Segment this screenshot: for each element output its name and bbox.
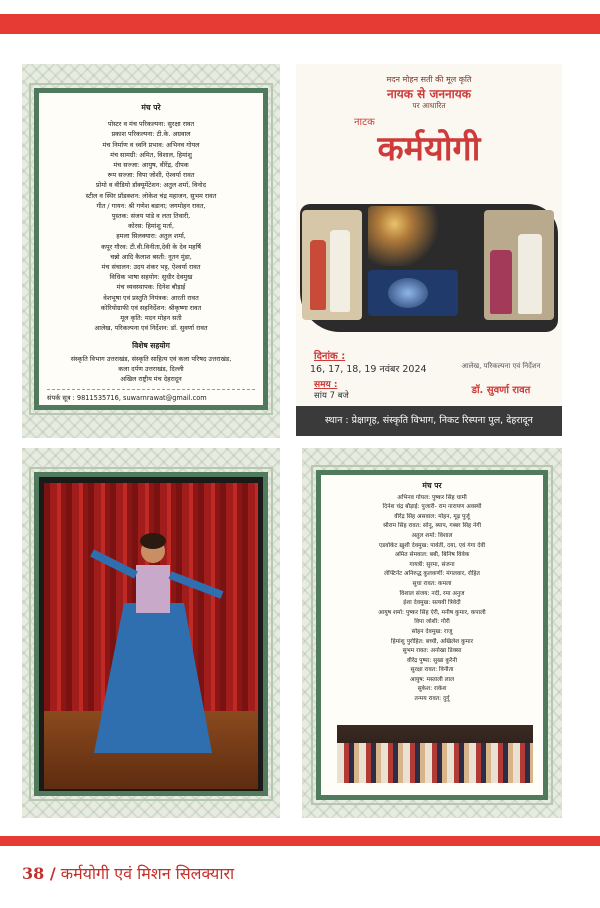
- dancer-photo: [44, 483, 258, 789]
- cast-line: लेफ्टिनेंट अनिरुद्ध कुलकर्णी: मंगलवार, रोहित: [384, 571, 480, 578]
- poster-dates: 16, 17, 18, 19 नवंबर 2024: [310, 364, 427, 375]
- cast-line: श्रीराम सिंह रावत: सोनू, ब्याप, गब्बर सिंह नेगी: [382, 523, 482, 530]
- credits-card: [34, 88, 268, 410]
- cast-line: तन्मय रावत: दुर्गू: [414, 696, 450, 703]
- support-line: संस्कृति विभाग उत्तराखंड, संस्कृति साहित्य एवं कला परिषद उत्तराखंड,: [70, 354, 232, 363]
- credit-line: मंच संचालन: उदय शंकर भट्ट, ऐश्वर्या रावत: [101, 263, 201, 272]
- cast-line: अतुल शर्मा: विशाल: [411, 532, 453, 539]
- credit-line: रूप सज्जा: विपा जोशी, ऐश्वर्या रावत: [107, 171, 195, 180]
- stage-photo-left: [302, 210, 362, 320]
- poster-direction-label: आलेख, परिकल्पना एवं निर्देशन: [461, 362, 541, 370]
- poster-based-on-title: नायक से जननायक: [387, 87, 471, 101]
- cast-line: सुकेश: राकेश: [417, 686, 447, 693]
- contact-line: संपर्क सूत्र : 9811535716, suwarnrawat@gmail.com: [47, 394, 207, 403]
- cast-line: आयुष शर्मा: पुष्कर सिंह ऐरी, मनीष कुमार, कपाली: [378, 609, 486, 616]
- credit-line: मूल कृति: मदन मोहन सती: [120, 314, 182, 323]
- credit-line: विधिक भाषा सहयोग: सुधीर देवमुख: [109, 273, 193, 282]
- support-line: अखिल राष्ट्रीय मंच देहरादून: [120, 375, 182, 384]
- poster-director: डॉ. सुवर्णा रावत: [471, 385, 531, 396]
- credit-line: आलेख, परिकल्पना एवं निर्देशन: डॉ. सुवर्णा रावत: [94, 324, 208, 333]
- cast-line: दिनेश चंद्र बौड़ाई: पुजारी- राम नारायण अवस्थी: [382, 504, 482, 511]
- poster-venue: स्थान : प्रेक्षागृह, संस्कृति विभाग, निकट रिस्पना पुल, देहरादून: [296, 406, 562, 436]
- cast-line: विपा जोशी: गौरी: [414, 619, 450, 626]
- credit-line: स्टील व स्थिर प्रॉडक्शन: लोकेश चंद्र महाजन, सुभम रावत: [85, 191, 217, 200]
- credit-line: मंच व्यवस्थापक: दिनेश बौड़ाई: [116, 283, 186, 292]
- cast-line: एडवोकेट ख़ुशी देवमुख: पार्वती, दया, एवं गंगा देवी: [378, 542, 486, 549]
- cast-line: अभिनव गोयल: पुष्कर सिंह धामी: [397, 494, 467, 501]
- cast-line: सुभम रावत: अनोखा डिक्सा: [402, 648, 462, 655]
- page-number: 38 /: [22, 864, 56, 883]
- cast-line: आयुष: मस्ताली लाल: [409, 676, 455, 683]
- poster-original-work: मदन मोहन सती की मूल कृति: [386, 75, 472, 84]
- bottom-red-band: [0, 836, 600, 846]
- credit-line: कपूर गौरव: टी.वी.विनीता,देवी के देव महर्षि: [101, 242, 201, 251]
- cast-line: सुधा रावत: कमला: [412, 580, 452, 587]
- cast-panel-bottom-right: [302, 448, 562, 818]
- cast-line: वीरेंद्र पुष्पा: सुखा कुरैनी: [406, 657, 458, 664]
- cast-line: ईशा देवमुख: सत्यवी त्रिवेदी: [403, 600, 461, 607]
- stage-photo-center-top: [368, 206, 456, 266]
- credits-list: [39, 103, 263, 403]
- page-footer: [22, 862, 234, 884]
- credit-line: प्रकाश परिकल्पना: टी.के. अग्रवाल: [111, 130, 191, 139]
- credit-line: मंच सामग्री: अमित, विशाल, हिमांशु: [110, 150, 192, 159]
- support-heading: विशेष सहयोग: [132, 341, 170, 351]
- credit-line: गीत / गायन: श्री गणेश बडाना; जगमोहन रावत,: [96, 201, 206, 210]
- credit-line: मंच निर्माण व ध्वनि प्रभाव: अभिनव गोयल: [102, 140, 200, 149]
- credit-line: पोस्टर व मंच परिकल्पना: सुरक्षा रावत: [107, 120, 195, 129]
- cast-line: विशाल संजय: नदी, रमा अनुज: [399, 590, 465, 597]
- poster-play-title: कर्मयोगी: [377, 129, 481, 169]
- support-line: कला दर्पण उत्तराखंड, दिल्ली: [118, 364, 184, 373]
- cast-line: अमित सेमवाल: बबी, बिनिष विवेक: [394, 552, 470, 559]
- top-red-band: [0, 14, 600, 34]
- play-poster: [296, 64, 562, 436]
- stage-photo-center-bottom: [368, 270, 458, 316]
- dancer-figure: [44, 483, 258, 789]
- cast-line: वीरेंद्र सिंह असवाल: मोहन, मूढ़ पुर्जू: [394, 513, 470, 520]
- footer-title: कर्मयोगी एवं मिशन सिलक्यारा: [60, 864, 235, 883]
- poster-natak-label: नाटक: [354, 117, 375, 128]
- credit-line: हमला सिलक्यारा: अतुल शर्मा,: [116, 232, 186, 241]
- credit-line: कोरस: हिमांशु मर्ता,: [128, 222, 174, 231]
- cast-card: [316, 470, 548, 800]
- stage-photo-right: [484, 210, 554, 320]
- credit-line: मंच सज्जा: आयुष, वीरेंद्र, दीपक: [113, 161, 189, 170]
- credit-line: कोरियोग्राफी एवं सहनिर्देशन: श्रीकृष्णा रावत: [100, 303, 202, 312]
- credits-panel-top-left: [22, 64, 280, 438]
- credit-line: पुस्तक: संजय पांडे व लता तिवारी,: [111, 212, 191, 221]
- cast-line: गायत्री: सुरमा, संजना: [409, 561, 455, 568]
- cast-line: सोहन देवमुख: राजू: [411, 628, 453, 635]
- credit-line: चन्नो आदि कैलाश बस्ती: नूतन मुंडा,: [110, 252, 192, 261]
- poster-time: सांय 7 बजे: [314, 391, 349, 401]
- credit-line: प्रोमो व वीडियो डॉक्यूमेंटेशन: अतुल शर्मा, विनोद: [96, 181, 206, 190]
- credits-heading: मंच परे: [141, 103, 161, 112]
- credit-line: वेशभूषा एवं प्रस्तुति नियंत्रक: आरती रावत: [103, 293, 199, 302]
- cast-heading: मंच पर: [422, 481, 442, 490]
- poster-based-on: पर आधारित: [412, 101, 446, 110]
- cast-line: हिमांशु पुरोहित: बच्ची, अखिलेश कुमार: [390, 638, 474, 645]
- divider: [47, 389, 255, 390]
- poster-time-label: समय :: [314, 380, 338, 390]
- group-photo: [337, 725, 533, 783]
- cast-list: [321, 481, 543, 705]
- cast-line: सुरक्षा रावत: विनीता: [410, 667, 454, 674]
- poster-date-label: दिनांक :: [314, 351, 346, 362]
